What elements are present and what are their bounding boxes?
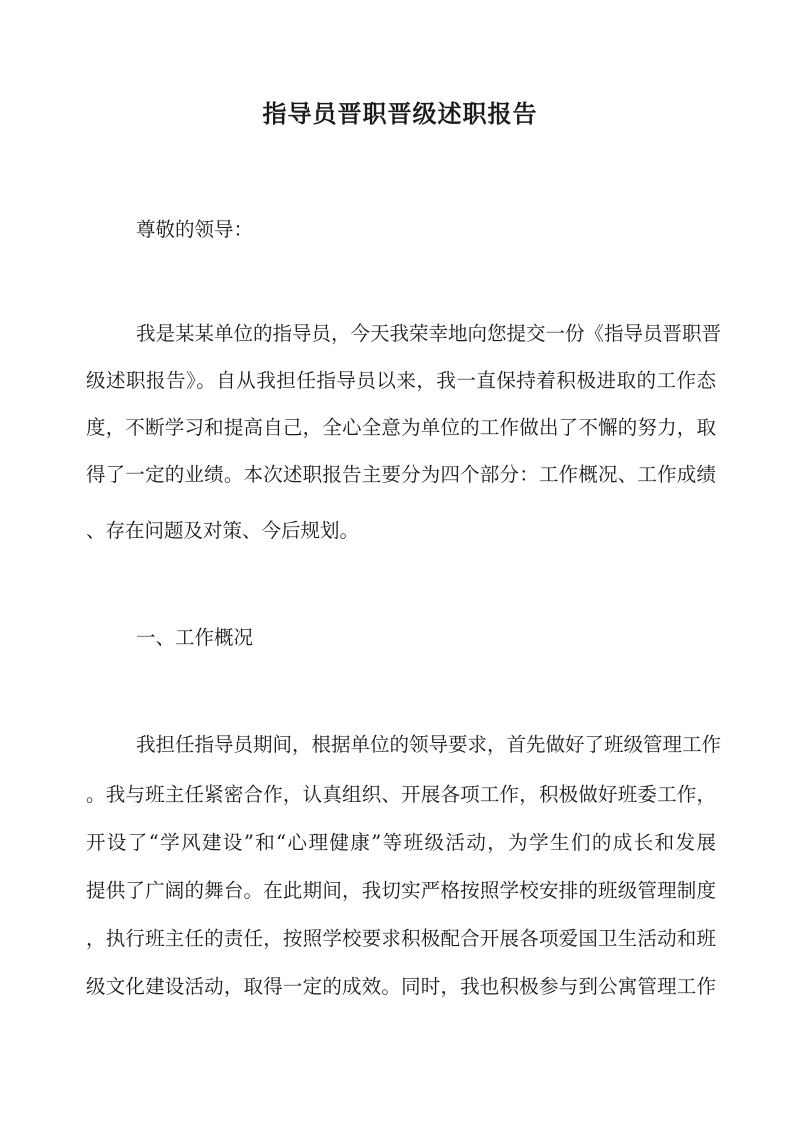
body-line: 提供了广阔的舞台。在此期间，我切实严格按照学校安排的班级管理制度 [86,879,716,902]
body-line: 级文化建设活动，取得一定的成效。同时，我也积极参与到公寓管理工作 [86,975,716,998]
body-line: 我担任指导员期间，根据单位的领导要求，首先做好了班级管理工作 [136,733,722,756]
body-line: 开设了“学风建设”和“心理健康”等班级活动，为学生们的成长和发展 [86,831,716,854]
section-heading: 一、工作概况 [136,626,254,649]
body-line: ，执行班主任的责任，按照学校要求积极配合开展各项爱国卫生活动和班 [86,927,716,950]
intro-line: 度，不断学习和提高自己，全心全意为单位的工作做出了不懈的努力，取 [86,416,716,439]
body-line: 。我与班主任紧密合作，认真组织、开展各项工作，积极做好班委工作， [86,783,716,806]
intro-line: 级述职报告》。自从我担任指导员以来，我一直保持着积极进取的工作态 [86,369,716,392]
intro-line: 、存在问题及对策、今后规划。 [86,519,360,542]
document-title: 指导员晋职晋级述职报告 [262,99,538,128]
salutation: 尊敬的领导： [136,218,254,241]
intro-line: 我是某某单位的指导员，今天我荣幸地向您提交一份《指导员晋职晋 [136,322,722,345]
intro-line: 得了一定的业绩。本次述职报告主要分为四个部分：工作概况、工作成绩 [86,463,716,486]
